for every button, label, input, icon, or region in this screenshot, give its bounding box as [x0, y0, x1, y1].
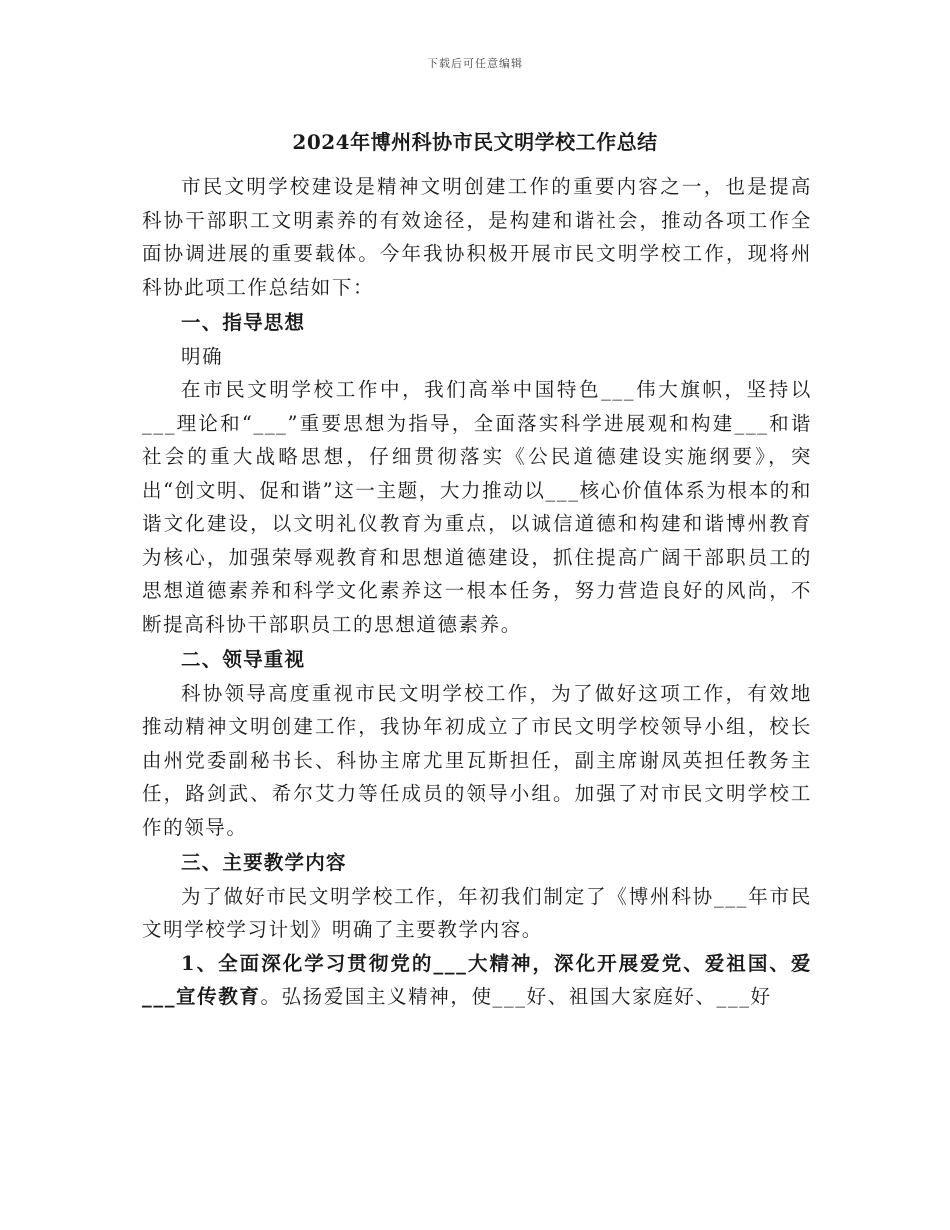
- paragraph-2: 科协领导高度重视市民文明学校工作，为了做好这项工作，有效地推动精神文明创建工作，我协年初成立了市民文明学校领导小组，校长由州党委副秘书长、科协主席尤里瓦斯担任，副主席谢凤英担任教务主任，路剑武、希尔艾力等任成员的领导小组。加强了对市民文明学校工作的领导。: [142, 681, 812, 839]
- section-heading-2: 二、领导重视: [181, 648, 306, 671]
- paragraph-4-rest: 。弘扬爱国主义精神，使___好、祖国大家庭好、___好: [260, 985, 772, 1008]
- intro-paragraph: 市民文明学校建设是精神文明创建工作的重要内容之一，也是提高科协干部职工文明素养的有效途径，是构建和谐社会，推动各项工作全面协调进展的重要载体。今年我协积极开展市民文明学校工作，现将州科协此项工作总结如下：: [142, 175, 812, 299]
- paragraph-3: 为了做好市民文明学校工作，年初我们制定了《博州科协___年市民文明学校学习计划》明确了主要教学内容。: [142, 884, 812, 941]
- paragraph-1b: 在市民文明学校工作中，我们高举中国特色___伟大旗帜，坚持以___理论和“___”重要思想为指导，全面落实科学进展观和构建___和谐社会的重大战略思想，仔细贯彻落实《公民道德建设实施纲要》，突出“创文明、促和谐”这一主题，大力推动以___核心价值体系为根本的和谐文化建设，以文明礼仪教育为重点，以诚信道德和构建和谐博州教育为核心，加强荣辱观教育和思想道德建设，抓住提高广阔干部职员工的思想道德素养和科学文化素养这一根本任务，努力营造良好的风尚，不断提高科协干部职员工的思想道德素养。: [142, 378, 812, 636]
- document-body: [142, 170, 812, 1014]
- paragraph-4-bold: 1、全面深化学习贯彻党的___大精神，深化开展爱党、爱祖国、爱___宣传教育: [142, 951, 812, 1008]
- section-heading-3: 三、主要教学内容: [181, 851, 347, 874]
- document-title: 2024年博州科协市民文明学校工作总结: [292, 130, 658, 154]
- paragraph-1a: 明确: [181, 344, 224, 368]
- header-note: 下载后可任意编辑: [427, 57, 523, 70]
- paragraph-4: [142, 947, 812, 1014]
- section-heading-1: 一、指导思想: [181, 311, 306, 334]
